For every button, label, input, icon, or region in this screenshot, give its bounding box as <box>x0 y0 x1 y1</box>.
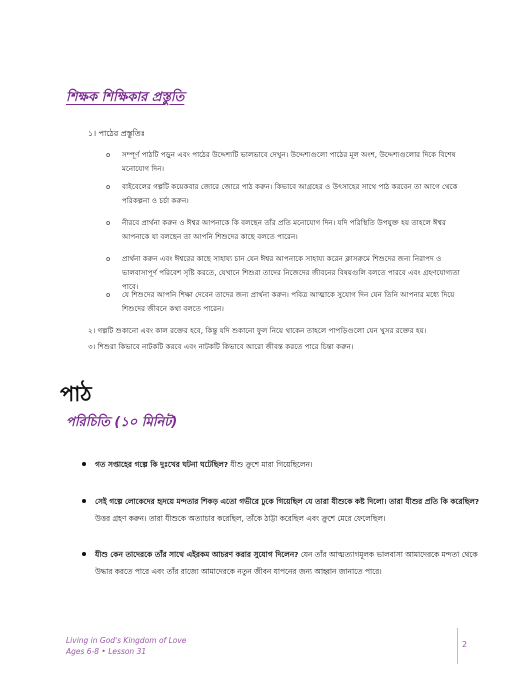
intro-title: পরিচিতি (১০ মিনিট) <box>66 415 178 430</box>
prep-item-text: নীরবে প্রার্থনা করুন ও ঈশ্বর আপনাকে কি বলছেন তাঁর প্রতি মনোযোগ দিন। যদি পরিস্থিতি উপযুক্ত হয় তাহলে ঈশ্বর আপনাকে যা বলছেন তা আপনি শিশুদের কাছে বলতে পারেন। <box>122 218 446 241</box>
prep-item <box>106 216 474 244</box>
prep-item-text: সম্পূর্ণ পাঠটি পড়ুন এবং পাঠের উদ্দেশ্যটি ভালভাবে দেখুন। উদ্দেশ্যগুলো পাঠের মূল অংশ, উদ্দেশ্যগুলোর দিকে বিশেষ মনোযোগ দিন। <box>122 150 456 173</box>
footer-subtitle: Ages 6-8 • Lesson 31 <box>66 647 147 656</box>
prep-heading: ১। পাঠের প্রস্তুতিঃ <box>88 129 146 138</box>
question-answer: উত্তর গ্রহণ করুন। তারা যীশুকে অত্যাচার করেছিল, তাঁকে ঠাট্টা করেছিল এবং ক্রুশে মেরে ফেলেছিল। <box>95 514 386 523</box>
question-item <box>95 546 480 580</box>
prep-item-text: যে শিশুদের আপনি শিক্ষা দেবেন তাদের জন্য প্রার্থনা করুন। পবিত্র আত্মাকে সুযোগ দিন যেন তিনি আপনার মধ্যে দিয়ে শিশুদের জীবনে কথা বলতে পারেন। <box>122 290 455 313</box>
question-item <box>95 493 480 527</box>
footer-divider <box>457 628 458 664</box>
bullet-icon: o <box>106 219 111 227</box>
prep-item <box>106 180 474 208</box>
bullet-icon: o <box>106 183 111 191</box>
lesson-heading: পাঠ <box>60 382 92 406</box>
prep-item-text: প্রার্থনা করুন এবং ঈশ্বরের কাছে সাহায্য চান যেন ঈশ্বর আপনাকে সাহায্য করেন ক্লাসরুমে শিশুদের জন্য নিরাপদ ও ভালবাসাপূর্ণ পরিবেশ সৃষ্টি করতে, যেখানে শিশুরা তাদের নিজেদের জীবনের বিষয়গুলি বলতে পারবে এবং গ্রহণযোগ্যতা পাবে। <box>122 254 460 291</box>
page-number: 2 <box>462 640 468 649</box>
bullet-icon: o <box>106 255 111 263</box>
question-answer: যেন তাঁর আত্মত্যাগমূলক ভালবাসা আমাদেরকে মন্দতা থেকে উদ্ধার করতে পারে এবং তাঁর রাজ্যে আমাদেরকে নতুন জীবন যাপনের জন্য আহ্বান জানাতে পারে। <box>95 550 478 576</box>
bullet-icon <box>82 552 86 556</box>
question-answer: যীশু ক্রুশে মারা গিয়েছিলেন। <box>228 460 313 469</box>
bullet-icon <box>82 499 86 503</box>
question-bold: যীশু কেন তাদেরকে তাঁর সাথে এইরকম আচরণ করার সুযোগ দিলেন? <box>95 550 299 559</box>
section-title: শিক্ষক শিক্ষিকার প্রস্তুতি <box>66 90 185 105</box>
prep-item <box>106 288 474 316</box>
footer-title: Living in God's Kingdom of Love <box>66 636 187 645</box>
prep-point-2: ২। গল্পটি শুকানো এবং কাল রক্তের হবে, কিন্তু যদি শুকানো ফুল নিয়ে থাকেন তাহলে পাপড়িগুলো যেন খুসর রক্তের হয়। <box>88 326 427 335</box>
prep-item-text: বাইবেলের গল্পটি কয়েকবার জোরে জোরে পাঠ করুন। কিভাবে আগ্রহের ও উৎসাহের সাথে পাঠ করবেন তা আগে থেকে পরিকল্পনা ও চর্চা করুন। <box>122 182 458 205</box>
question-bold: গত সপ্তাহের গল্পে কি দুঃখের ঘটনা ঘটেছিল? <box>95 460 229 469</box>
prep-item <box>106 148 474 176</box>
question-bold: সেই গল্পে লোকেদের হৃদয়ে মন্দতার শিকড় এতো গভীরে ঢুকে গিয়েছিল যে তারা যীশুকে কষ্ট দিলো। তারা যীশুর প্রতি কি করেছিল? <box>95 497 479 506</box>
bullet-icon: o <box>106 291 111 299</box>
bullet-icon: o <box>106 151 111 159</box>
prep-point-3: ৩। শিশুরা কিভাবে নাটকটি করবে এবং নাটকটি কিভাবে আরো জীবন্ত করতে পারে চিন্তা করুন। <box>88 342 354 351</box>
question-item <box>95 456 480 473</box>
bullet-icon <box>82 462 86 466</box>
